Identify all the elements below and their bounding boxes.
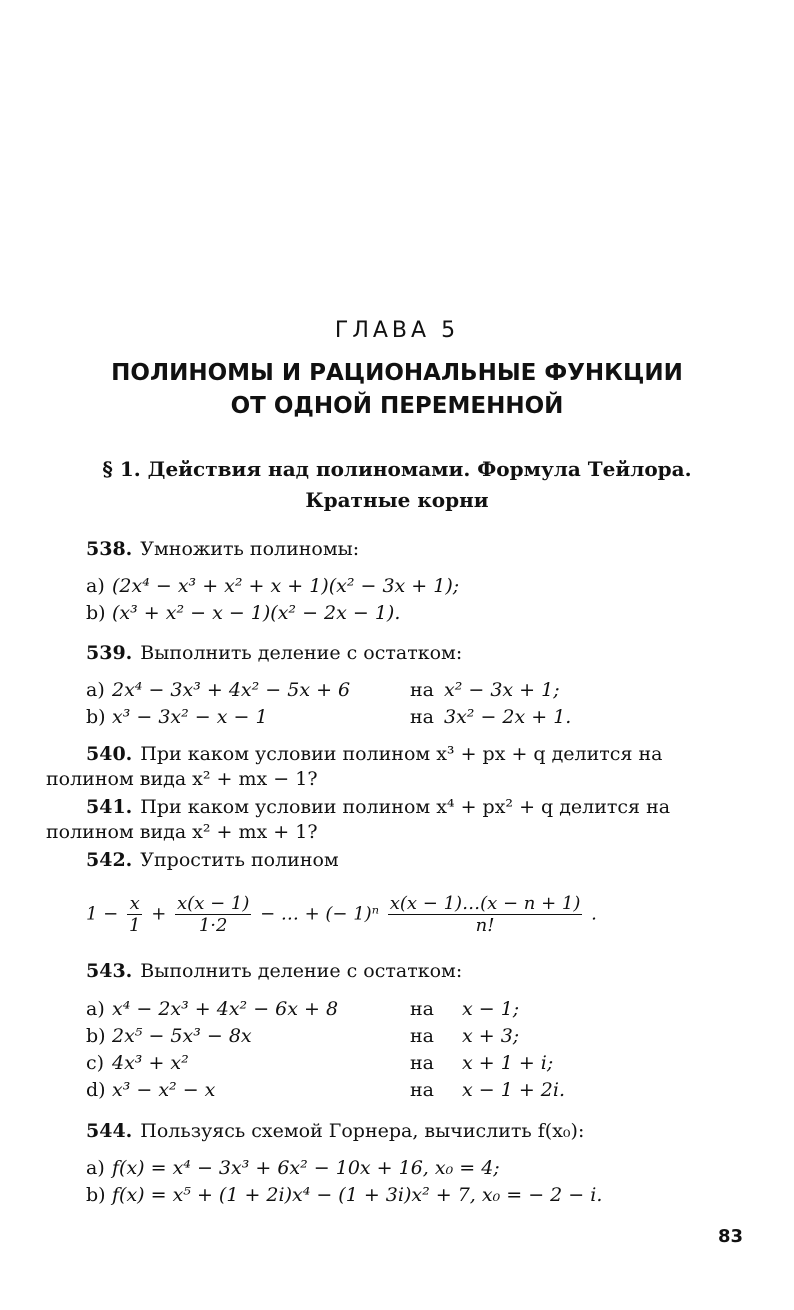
problem-543-a (86, 998, 786, 1020)
item-label: b) (86, 602, 106, 624)
na-word: на (410, 998, 434, 1020)
item-label: b) (86, 1025, 106, 1047)
taylor-like-formula (86, 893, 597, 936)
chapter-title-line1: ПОЛИНОМЫ И РАЦИОНАЛЬНЫЕ ФУНКЦИИ (111, 360, 683, 386)
problem-538-b (86, 602, 400, 624)
fraction-numerator: x(x − 1) (177, 893, 250, 914)
problem-542 (86, 849, 339, 871)
problem-number: 542. (86, 849, 133, 871)
divisor-expression: x − 1 + 2i. (462, 1079, 566, 1101)
problem-text-line1: При каком условии полином x³ + px + q делится на (140, 743, 663, 765)
problem-543-c (86, 1052, 786, 1074)
item-expression: x³ − x² − x (112, 1079, 216, 1101)
formula-end: . (591, 903, 597, 925)
problem-text: Выполнить деление с остатком: (140, 642, 463, 664)
problem-544-b (86, 1184, 602, 1206)
na-word: на (410, 1052, 434, 1074)
section-heading-line2: Кратные корни (305, 488, 489, 512)
fraction-3 (388, 893, 583, 936)
fraction-denominator: 1·2 (198, 915, 228, 936)
divisor-expression: x + 1 + i; (462, 1052, 554, 1074)
problem-number: 544. (86, 1120, 133, 1142)
formula-middle: − … + (− 1)ⁿ (260, 903, 380, 925)
problem-538-a (86, 575, 459, 597)
section-heading-line1: § 1. Действия над полиномами. Формула Тейлора. (102, 457, 692, 481)
item-label: b) (86, 1184, 106, 1206)
problem-543-d (86, 1079, 786, 1101)
problem-539-b (86, 706, 786, 728)
problem-544 (86, 1120, 584, 1142)
problem-number: 538. (86, 538, 133, 560)
item-label: c) (86, 1052, 105, 1074)
fraction-denominator: 1 (129, 915, 141, 936)
item-label: a) (86, 998, 105, 1020)
item-label: a) (86, 679, 105, 701)
fraction-numerator: x (127, 893, 142, 915)
problem-number: 539. (86, 642, 133, 664)
problem-539 (86, 642, 462, 664)
problem-543-b (86, 1025, 786, 1047)
divisor-expression: x² − 3x + 1; (444, 679, 560, 701)
item-expression: f(x) = x⁵ + (1 + 2i)x⁴ − (1 + 3i)x² + 7, x₀ = − 2 − i. (112, 1184, 603, 1206)
problem-540-continuation: полином вида x² + mx − 1? (46, 768, 318, 790)
problem-text: Выполнить деление с остатком: (140, 960, 463, 982)
item-expression: (2x⁴ − x³ + x² + x + 1)(x² − 3x + 1); (112, 575, 460, 597)
na-word: на (410, 679, 434, 701)
item-expression: 2x⁴ − 3x³ + 4x² − 5x + 6 (112, 679, 351, 701)
item-label: b) (86, 706, 106, 728)
fraction-numerator: x(x − 1)…(x − n + 1) (389, 893, 581, 914)
item-expression: 2x⁵ − 5x³ − 8x (112, 1025, 252, 1047)
fraction-denominator: n! (475, 915, 495, 936)
problem-number: 540. (86, 743, 133, 765)
item-expression: f(x) = x⁴ − 3x³ + 6x² − 10x + 16, x₀ = 4; (112, 1157, 500, 1179)
problem-543 (86, 960, 462, 982)
item-label: a) (86, 1157, 105, 1179)
chapter-title-line2: ОТ ОДНОЙ ПЕРЕМЕННОЙ (230, 393, 564, 419)
item-label: a) (86, 575, 105, 597)
problem-544-a (86, 1157, 500, 1179)
problem-538 (86, 538, 359, 560)
item-expression: x⁴ − 2x³ + 4x² − 6x + 8 (112, 998, 339, 1020)
divisor-expression: 3x² − 2x + 1. (444, 706, 572, 728)
page-number: 83 (718, 1226, 744, 1247)
fraction-1 (127, 893, 142, 936)
problem-text-line1: При каком условии полином x⁴ + px² + q делится на (140, 796, 671, 818)
na-word: на (410, 1025, 434, 1047)
formula-lead: 1 − (86, 903, 119, 925)
problem-text: Умножить полиномы: (140, 538, 360, 560)
divisor-expression: x − 1; (462, 998, 520, 1020)
fraction-2 (175, 893, 251, 936)
divisor-expression: x + 3; (462, 1025, 520, 1047)
plus-sign: + (151, 903, 167, 925)
na-word: на (410, 706, 434, 728)
na-word: на (410, 1079, 434, 1101)
item-expression: (x³ + x² − x − 1)(x² − 2x − 1). (112, 602, 401, 624)
problem-number: 541. (86, 796, 133, 818)
problem-541 (86, 796, 670, 818)
item-label: d) (86, 1079, 106, 1101)
item-expression: x³ − 3x² − x − 1 (112, 706, 268, 728)
item-expression: 4x³ + x² (112, 1052, 189, 1074)
problem-539-a (86, 679, 786, 701)
problem-text: Упростить полином (140, 849, 339, 871)
problem-text: Пользуясь схемой Горнера, вычислить f(x₀): (140, 1120, 585, 1142)
problem-541-continuation: полином вида x² + mx + 1? (46, 821, 318, 843)
problem-540 (86, 743, 662, 765)
chapter-heading: ГЛАВА 5 (334, 318, 460, 343)
problem-number: 543. (86, 960, 133, 982)
